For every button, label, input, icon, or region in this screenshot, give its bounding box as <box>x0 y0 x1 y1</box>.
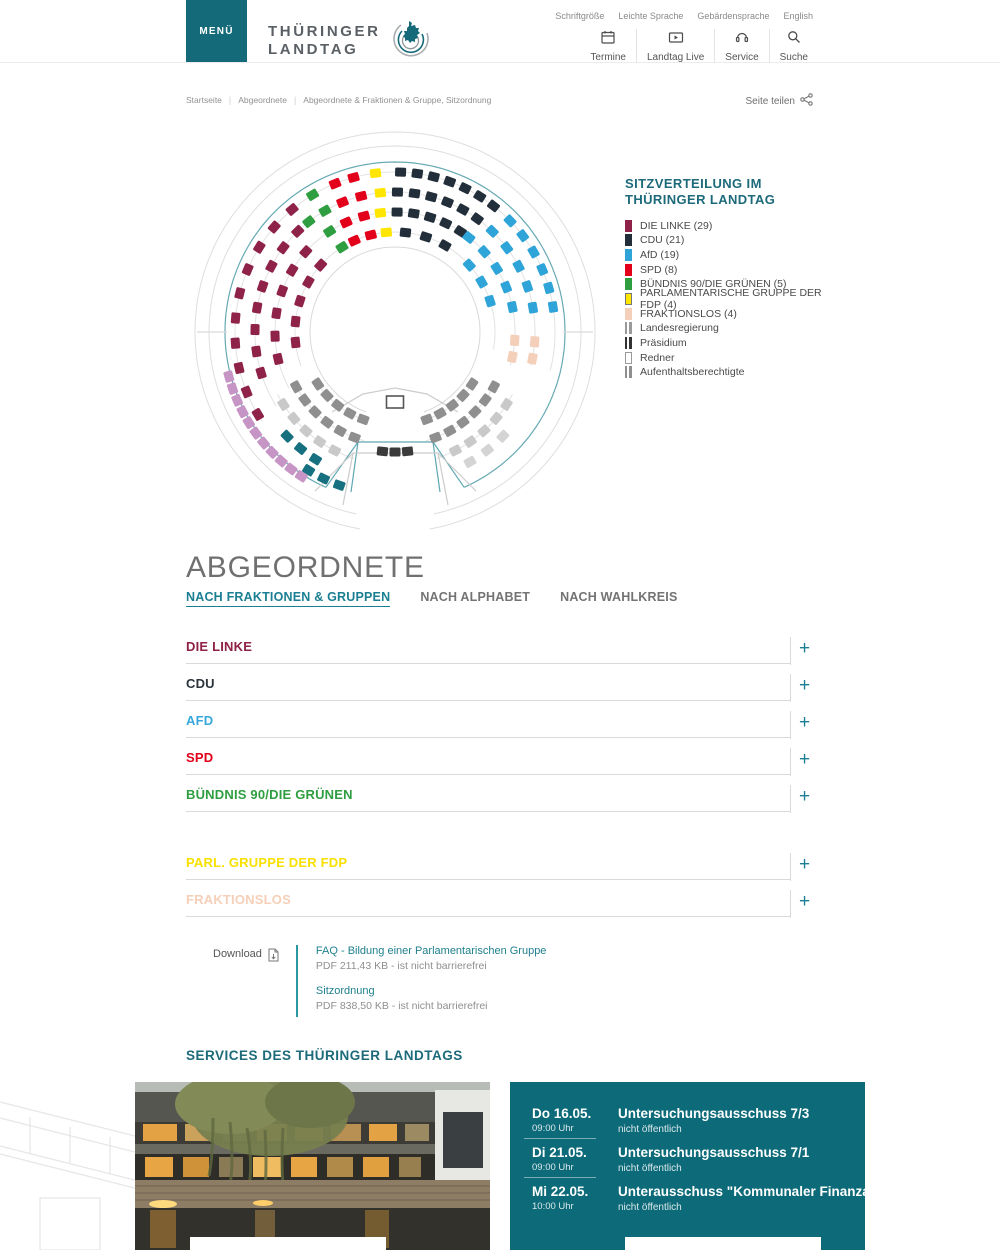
seating-chart <box>185 122 605 542</box>
video-icon <box>668 29 684 50</box>
photo-button-cut[interactable] <box>190 1237 386 1250</box>
search-icon <box>786 29 802 50</box>
seating-legend <box>625 176 825 380</box>
legend-item: PARLAMENTARISCHE GRUPPE DER FDP (4) <box>625 292 825 307</box>
link-gebaerdensprache[interactable]: Gebärdensprache <box>697 11 770 21</box>
header <box>0 0 1000 63</box>
nav-service[interactable]: Service <box>714 29 768 63</box>
download-meta: PDF 838,50 KB - ist nicht barrierefrei <box>315 1000 488 1012</box>
legend-swatch <box>625 366 632 378</box>
campus-photo <box>135 1082 490 1250</box>
legend-item: FRAKTIONSLOS (4) <box>625 306 825 321</box>
link-leichte-sprache[interactable]: Leichte Sprache <box>618 11 684 21</box>
downloads <box>213 945 546 1025</box>
icon-nav <box>580 29 818 63</box>
share-icon <box>800 93 813 109</box>
calendar-event[interactable]: Do 16.05. 09:00 Uhr Untersuchungsausschuss 7/3 nicht öffentlich <box>532 1106 810 1135</box>
expand-icon[interactable]: + <box>799 749 811 770</box>
legend-swatch <box>625 352 632 364</box>
legend-swatch <box>625 220 632 232</box>
legend-title: SITZVERTEILUNG IM THÜRINGER LANDTAG <box>625 176 776 207</box>
accordion-row-die-linke[interactable]: DIE LINKE + <box>186 633 813 670</box>
nav-termine[interactable]: Termine <box>580 29 636 63</box>
legend-item: Landesregierung <box>625 321 825 336</box>
nav-suche[interactable]: Suche <box>769 29 818 63</box>
legend-swatch <box>625 337 632 349</box>
download-meta: PDF 211,43 KB - ist nicht barrierefrei <box>315 960 487 972</box>
logo-text: THÜRINGER LANDTAG <box>268 23 381 58</box>
accordion-row-cdu[interactable]: CDU + <box>186 670 813 707</box>
download-file <box>316 985 547 1012</box>
headset-icon <box>734 29 750 50</box>
expand-icon[interactable]: + <box>799 638 811 659</box>
download-file <box>316 945 547 972</box>
logo[interactable] <box>268 15 433 66</box>
legend-item: SPD (8) <box>625 262 825 277</box>
calendar-panel <box>510 1082 931 1250</box>
fraktionen-accordion <box>186 633 813 923</box>
expand-icon[interactable]: + <box>799 854 811 875</box>
link-schriftgroesse[interactable]: Schriftgröße <box>555 11 605 21</box>
share-page-button[interactable]: Seite teilen <box>746 93 813 109</box>
download-icon <box>267 948 280 965</box>
breadcrumb: Startseite | Abgeordnete | Abgeordnete & Fraktionen & Gruppe, Sitzordnung <box>186 95 492 105</box>
nav-landtag-live[interactable]: Landtag Live <box>636 29 714 63</box>
breadcrumb-abgeordnete[interactable]: Abgeordnete <box>238 95 287 105</box>
accordion-row-afd[interactable]: AFD + <box>186 707 813 744</box>
legend-swatch <box>625 249 632 261</box>
legend-item: Aufenthaltsberechtigte <box>625 365 825 380</box>
tab-nach-fraktionen[interactable]: NACH FRAKTIONEN & GRUPPEN <box>186 590 390 607</box>
accordion-row-fdp[interactable]: PARL. GRUPPE DER FDP + <box>186 849 813 886</box>
legend-item: AfD (19) <box>625 248 825 263</box>
accordion-row-spd[interactable]: SPD + <box>186 744 813 781</box>
expand-icon[interactable]: + <box>799 891 811 912</box>
breadcrumb-startseite[interactable]: Startseite <box>186 95 222 105</box>
legend-swatch <box>625 278 632 290</box>
legend-swatch <box>625 234 632 246</box>
expand-icon[interactable]: + <box>799 786 811 807</box>
tabs <box>186 590 677 607</box>
download-link-sitzordnung[interactable]: Sitzordnung <box>315 985 375 997</box>
quick-links <box>555 11 813 21</box>
legend-item: DIE LINKE (29) <box>625 218 825 233</box>
legend-swatch <box>625 293 632 305</box>
calendar-icon <box>600 29 616 50</box>
legend-item: Präsidium <box>625 336 825 351</box>
tab-nach-alphabet[interactable]: NACH ALPHABET <box>420 590 531 604</box>
accordion-row-fraktionslos[interactable]: FRAKTIONSLOS + <box>186 886 813 923</box>
calendar-event[interactable]: Mi 22.05. 10:00 Uhr Unterausschuss "Kommunaler Finanzausgleich" nicht öffentlich <box>532 1184 931 1213</box>
page-title: ABGEORDNETE <box>186 551 425 584</box>
link-english[interactable]: English <box>783 11 813 21</box>
expand-icon[interactable]: + <box>799 712 811 733</box>
legend-item: BÜNDNIS 90/DIE GRÜNEN (5) <box>625 277 825 292</box>
legend-swatch <box>625 322 632 334</box>
legend-item: Redner <box>625 350 825 365</box>
calendar-event[interactable]: Di 21.05. 09:00 Uhr Untersuchungsausschuss 7/1 nicht öffentlich <box>532 1145 810 1174</box>
expand-icon[interactable]: + <box>799 675 811 696</box>
legend-swatch <box>625 264 632 276</box>
download-label: Download <box>213 948 280 1025</box>
menu-button[interactable]: MENÜ <box>186 0 247 62</box>
breadcrumb-current: Abgeordnete & Fraktionen & Gruppe, Sitzordnung <box>303 95 492 105</box>
download-link-faq[interactable]: FAQ - Bildung einer Parlamentarischen Gruppe <box>315 945 547 957</box>
services-heading: SERVICES DES THÜRINGER LANDTAGS <box>186 1048 463 1063</box>
tab-nach-wahlkreis[interactable]: NACH WAHLKREIS <box>560 590 678 604</box>
download-divider <box>296 945 298 1017</box>
accordion-row-gruene[interactable]: BÜNDNIS 90/DIE GRÜNEN + <box>186 781 813 818</box>
legend-item: CDU (21) <box>625 233 825 248</box>
landtag-emblem-icon <box>387 15 433 66</box>
calendar-button-cut[interactable] <box>625 1237 821 1250</box>
legend-swatch <box>625 308 632 320</box>
